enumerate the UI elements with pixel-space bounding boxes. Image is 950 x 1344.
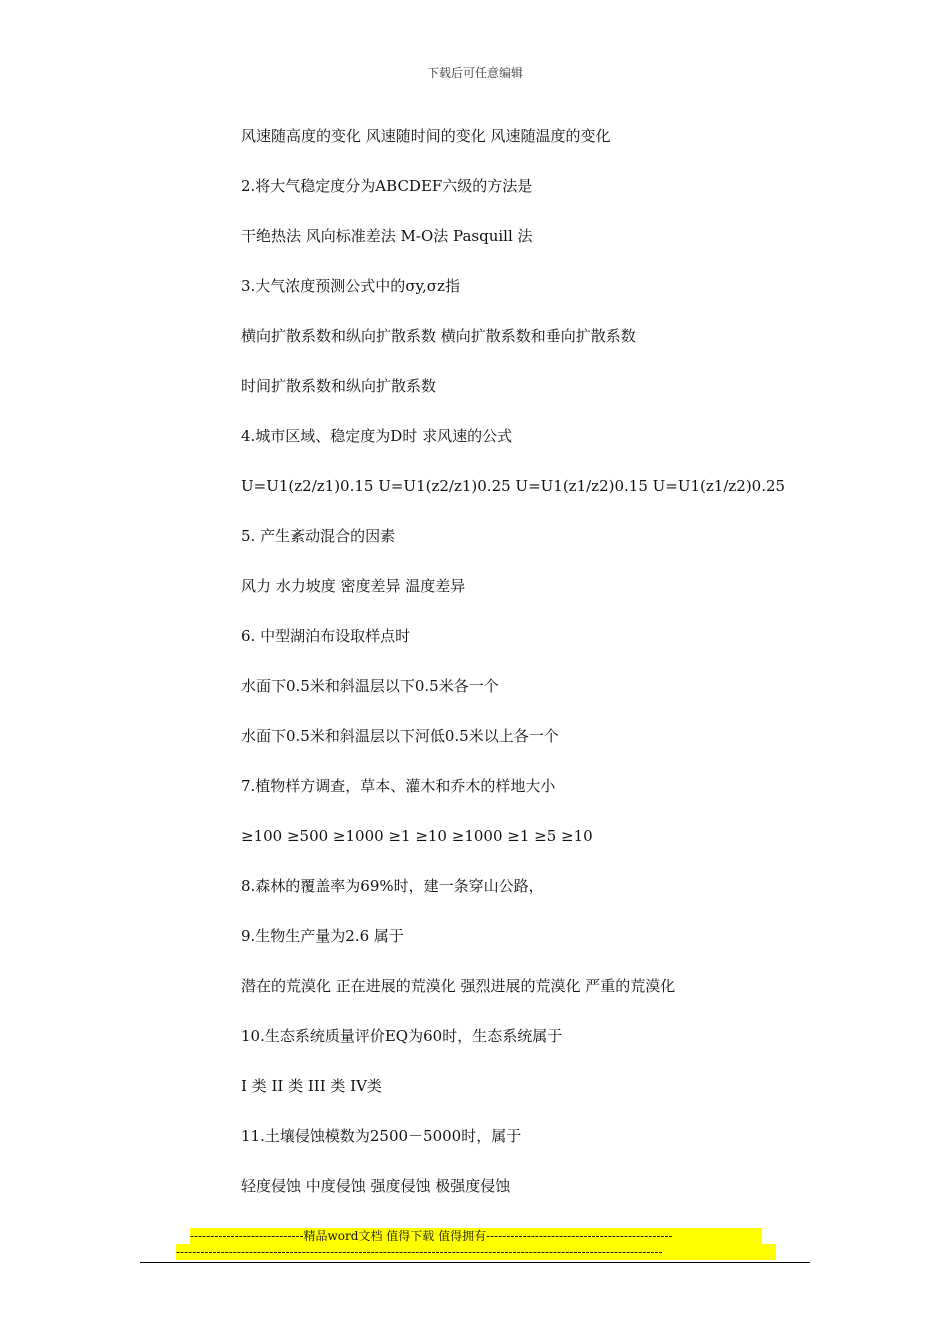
text-line: ≥100 ≥500 ≥1000 ≥1 ≥10 ≥1000 ≥1 ≥5 ≥10 xyxy=(241,827,593,845)
page-header: 下载后可任意编辑 xyxy=(426,66,523,80)
text-line: 11.土壤侵蚀模数为2500－5000时，属于 xyxy=(241,1127,522,1145)
text-line: 9.生物生产量为2.6 属于 xyxy=(241,927,404,945)
text-line: 7.植物样方调查，草本、灌木和乔木的样地大小 xyxy=(241,777,556,795)
footer-rule xyxy=(140,1262,810,1263)
text-line: 6. 中型湖泊布设取样点时 xyxy=(241,627,411,645)
footer-dash-line: ------------------------------------------------------------------------------------------------------------------------ xyxy=(176,1244,776,1260)
text-line: 风力 水力坡度 密度差异 温度差异 xyxy=(241,577,466,595)
text-line: 3.大气浓度预测公式中的σy,σz指 xyxy=(241,277,460,295)
text-line: 5. 产生紊动混合的因素 xyxy=(241,527,396,545)
text-line: U=U1(z2/z1)0.15 U=U1(z2/z1)0.25 U=U1(z1/z2)0.15 U=U1(z1/z2)0.25 xyxy=(241,477,786,495)
text-line: 2.将大气稳定度分为ABCDEF六级的方法是 xyxy=(241,177,533,195)
text-line: 横向扩散系数和纵向扩散系数 横向扩散系数和垂向扩散系数 xyxy=(241,327,636,345)
text-line: 4.城市区域、稳定度为D时 求风速的公式 xyxy=(241,427,513,445)
document-body xyxy=(241,124,881,1224)
text-line: 水面下0.5米和斜温层以下河低0.5米以上各一个 xyxy=(241,727,559,745)
text-line: 10.生态系统质量评价EQ为60时，生态系统属于 xyxy=(241,1027,563,1045)
text-line: 水面下0.5米和斜温层以下0.5米各一个 xyxy=(241,677,499,695)
text-line: I 类 II 类 III 类 IV类 xyxy=(241,1077,382,1095)
text-line: 时间扩散系数和纵向扩散系数 xyxy=(241,377,437,395)
text-line: 风速随高度的变化 风速随时间的变化 风速随温度的变化 xyxy=(241,127,611,145)
text-line: 潜在的荒漠化 正在进展的荒漠化 强烈进展的荒漠化 严重的荒漠化 xyxy=(241,977,676,995)
text-line: 干绝热法 风向标准差法 M-O法 Pasquill 法 xyxy=(241,227,533,245)
page-footer xyxy=(176,1228,776,1260)
text-line: 轻度侵蚀 中度侵蚀 强度侵蚀 极强度侵蚀 xyxy=(241,1177,511,1195)
text-line: 8.森林的覆盖率为69%时，建一条穿山公路， xyxy=(241,877,544,895)
footer-banner-line: ----------------------------精品word文档 值得下载 值得拥有---------------------------------------------- xyxy=(190,1228,762,1244)
